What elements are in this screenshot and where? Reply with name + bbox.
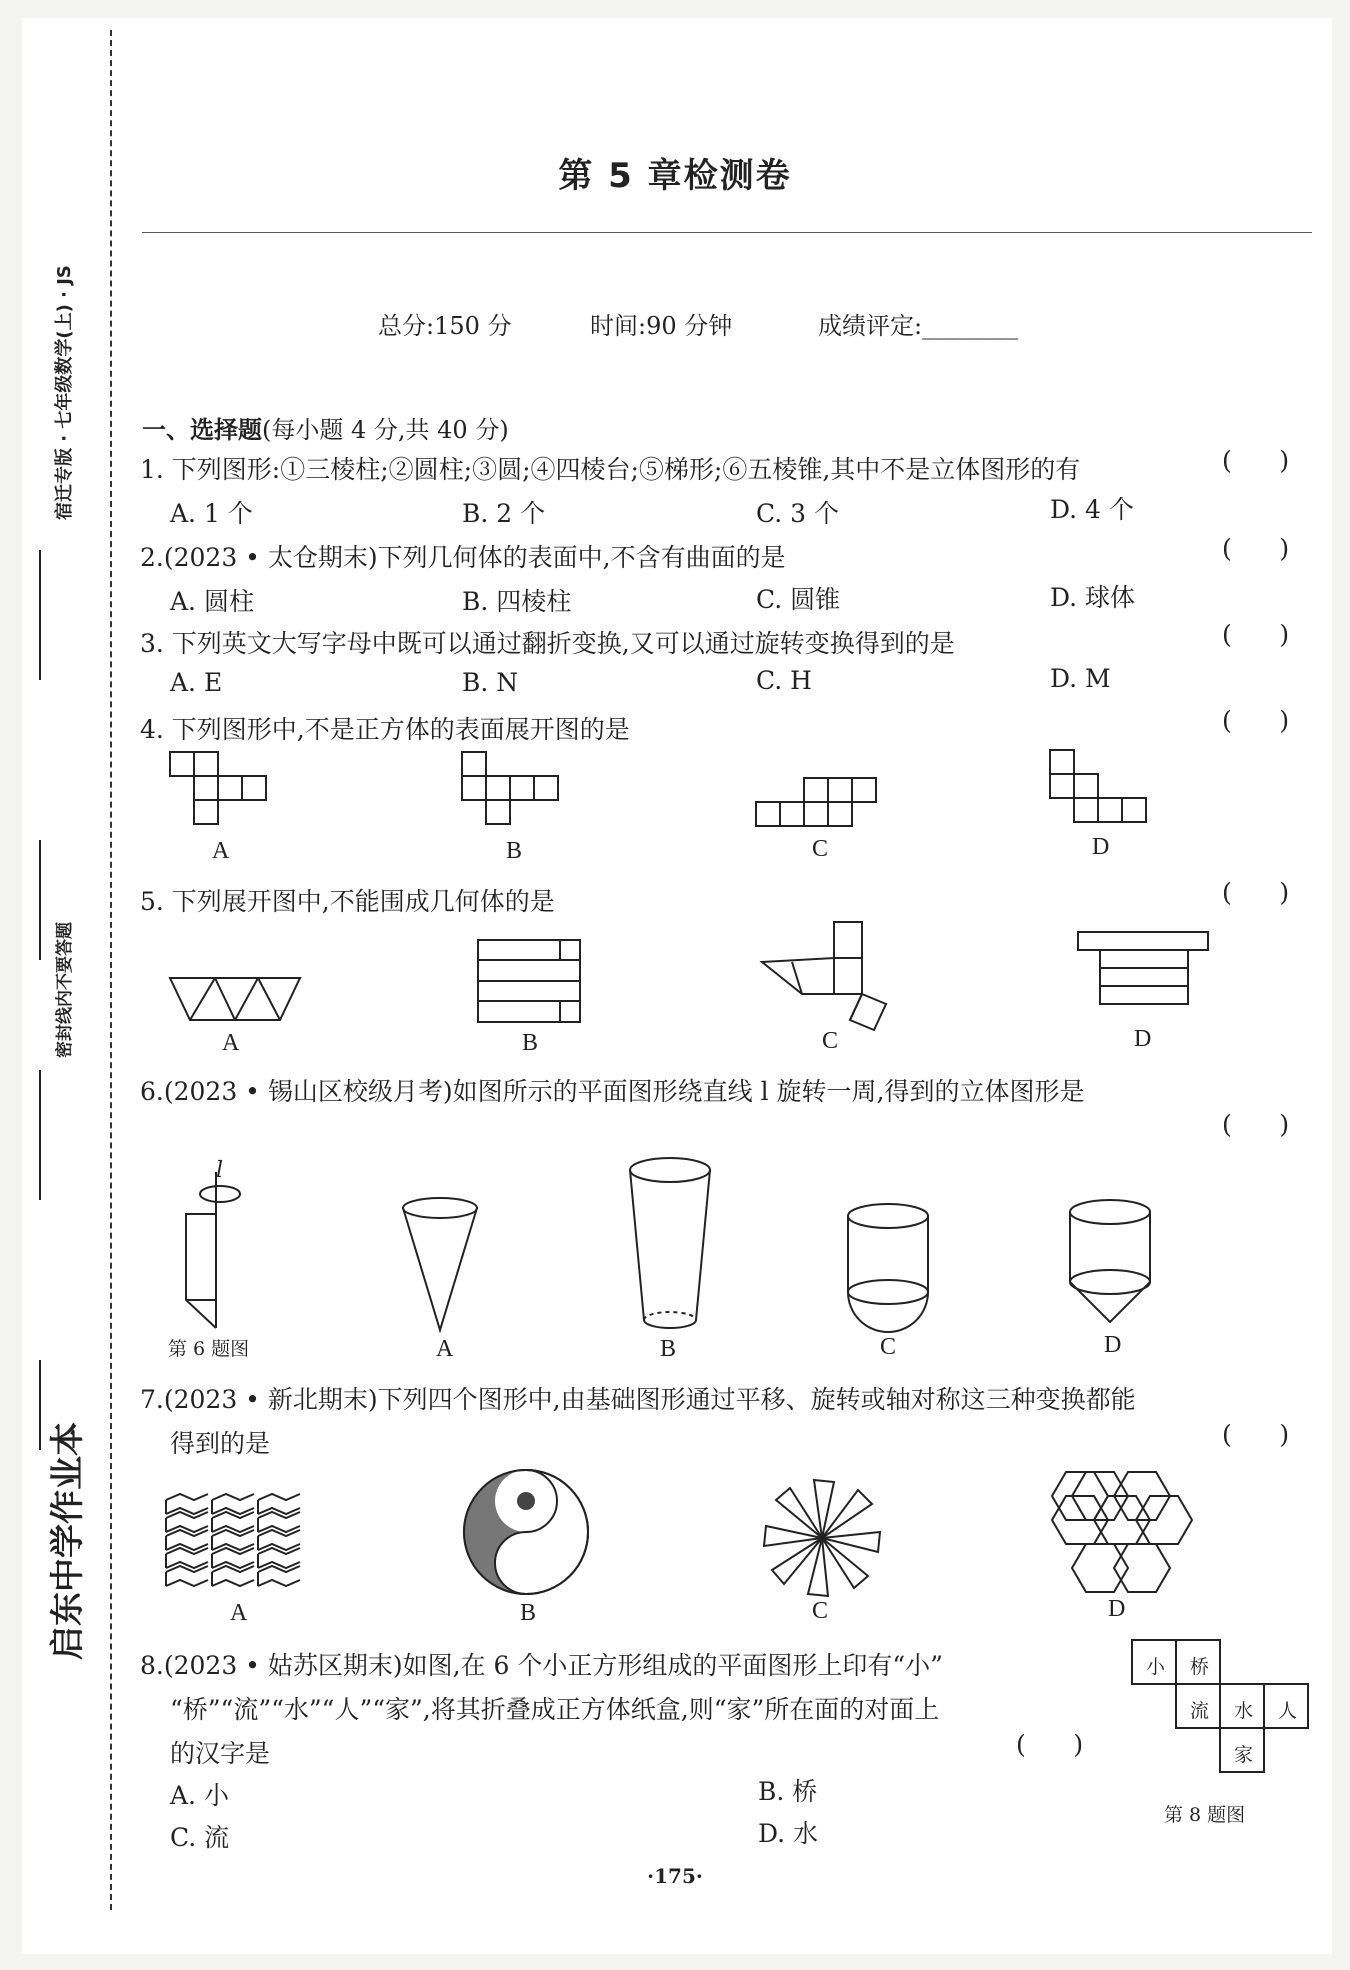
q1-option-a: A. 1 个 [170, 499, 253, 528]
q7-yin-yang [462, 1468, 592, 1598]
q5-net-c [762, 922, 912, 1032]
question-8: 8.(2023 • 姑苏区期末)如图,在 6 个小正方形组成的平面图形上印有“小” [140, 1651, 943, 1680]
answer-paren: ( ) [1222, 878, 1290, 907]
question-6: 6.(2023 • 锡山区校级月考)如图所示的平面图形绕直线 l 旋转一周,得到的立体图形是 [140, 1077, 1085, 1106]
q6-label-c: C [880, 1334, 897, 1360]
q2-option-c: C. 圆锥 [756, 585, 841, 614]
q1-option-c: C. 3 个 [756, 499, 839, 528]
q6-solid-b [628, 1158, 718, 1338]
total-score: 总分:150 分 [378, 312, 512, 340]
q4-label-d: D [1092, 834, 1110, 860]
net-cell-1: 小 [1146, 1656, 1166, 1678]
q6-plane-figure [180, 1160, 270, 1330]
question-1: 1. 下列图形:①三棱柱;②圆柱;③圆;④四棱台;⑤梯形;⑥五棱锥,其中不是立体图形的有 [140, 455, 1081, 484]
q5-net-d [1078, 932, 1228, 1022]
net-cell-2: 桥 [1190, 1656, 1210, 1678]
q7-pinwheel [760, 1476, 890, 1606]
q4-label-b: B [506, 838, 523, 864]
q5-label-a: A [222, 1030, 240, 1056]
q2-option-b: B. 四棱柱 [462, 587, 572, 616]
q7-label-b: B [520, 1600, 537, 1626]
q5-net-a [170, 978, 310, 1038]
q7-hexagons [1052, 1472, 1192, 1602]
rotation-axis-label: l [216, 1158, 224, 1183]
answer-paren: ( ) [1222, 620, 1290, 649]
question-5: 5. 下列展开图中,不能围成几何体的是 [140, 887, 555, 916]
answer-paren: ( ) [1222, 446, 1290, 475]
q7-label-d: D [1108, 1596, 1126, 1622]
q3-option-d: D. M [1050, 664, 1111, 693]
answer-paren: ( ) [1016, 1730, 1084, 1759]
title-rule [142, 232, 1312, 233]
q5-label-d: D [1134, 1026, 1152, 1052]
net-cell-6: 家 [1234, 1744, 1254, 1766]
q1-option-b: B. 2 个 [462, 499, 546, 528]
question-4: 4. 下列图形中,不是正方体的表面展开图的是 [140, 715, 630, 744]
q2-option-a: A. 圆柱 [170, 587, 254, 616]
q6-caption: 第 6 题图 [168, 1338, 250, 1360]
q7-figure-a [166, 1494, 316, 1594]
sidebar-blank-lines [20, 550, 80, 1850]
answer-paren: ( ) [1222, 1110, 1290, 1139]
question-2: 2.(2023 • 太仓期末)下列几何体的表面中,不含有曲面的是 [140, 543, 786, 572]
question-8-line3: 的汉字是 [170, 1739, 271, 1768]
net-cell-4: 水 [1234, 1700, 1254, 1722]
answer-paren: ( ) [1222, 1420, 1290, 1449]
section-title: 一、选择题 [142, 416, 262, 444]
q8-caption: 第 8 题图 [1164, 1804, 1246, 1826]
book-title: 启东中学作业本 [48, 1422, 88, 1660]
section-note: (每小题 4 分,共 40 分) [262, 416, 509, 444]
q7-label-c: C [812, 1598, 829, 1624]
q8-option-d: D. 水 [758, 1819, 819, 1848]
q1-option-d: D. 4 个 [1050, 495, 1134, 524]
q6-solid-a [400, 1198, 490, 1338]
q6-label-a: A [436, 1336, 454, 1362]
q5-net-b [478, 940, 598, 1030]
section-heading [142, 410, 509, 445]
q6-label-b: B [660, 1336, 677, 1362]
answer-paren: ( ) [1222, 706, 1290, 735]
seal-dashed-line [110, 30, 112, 1910]
page-number: ·175· [647, 1864, 703, 1888]
q5-label-b: B [522, 1030, 539, 1056]
time-limit: 时间:90 分钟 [590, 312, 733, 340]
q8-option-a: A. 小 [170, 1781, 229, 1810]
grade-field: 成绩评定:________ [818, 312, 1019, 340]
net-cell-5: 人 [1278, 1700, 1298, 1722]
q3-option-b: B. N [462, 668, 519, 697]
q4-net-a [170, 752, 280, 842]
question-7: 7.(2023 • 新北期末)下列四个图形中,由基础图形通过平移、旋转或轴对称这三种变换都能 [140, 1385, 1136, 1414]
page-title: 第 5 章检测卷 [558, 156, 792, 196]
q5-label-c: C [822, 1028, 839, 1054]
q7-label-a: A [230, 1600, 248, 1626]
q8-option-b: B. 桥 [758, 1777, 818, 1806]
q3-option-a: A. E [170, 668, 223, 697]
q4-label-c: C [812, 836, 829, 862]
net-cell-3: 流 [1190, 1700, 1210, 1722]
q2-option-d: D. 球体 [1050, 583, 1136, 612]
question-7-line2: 得到的是 [170, 1429, 271, 1458]
edition-label: 宿迁专版 · 七年级数学(上) · JS [54, 265, 75, 520]
q6-label-d: D [1104, 1332, 1122, 1358]
question-8-line2: “桥”“流”“水”“人”“家”,将其折叠成正方体纸盒,则“家”所在面的对面上 [170, 1695, 940, 1724]
question-3: 3. 下列英文大写字母中既可以通过翻折变换,又可以通过旋转变换得到的是 [140, 629, 955, 658]
q4-net-d [1050, 750, 1170, 840]
q8-option-c: C. 流 [170, 1823, 230, 1852]
q3-option-c: C. H [756, 666, 812, 695]
q6-solid-c [846, 1204, 936, 1344]
answer-paren: ( ) [1222, 534, 1290, 563]
q6-solid-d [1068, 1200, 1158, 1340]
q4-net-b [462, 752, 572, 842]
seal-notice: 密封线内不要答题 [55, 922, 75, 1058]
q4-label-a: A [212, 838, 230, 864]
